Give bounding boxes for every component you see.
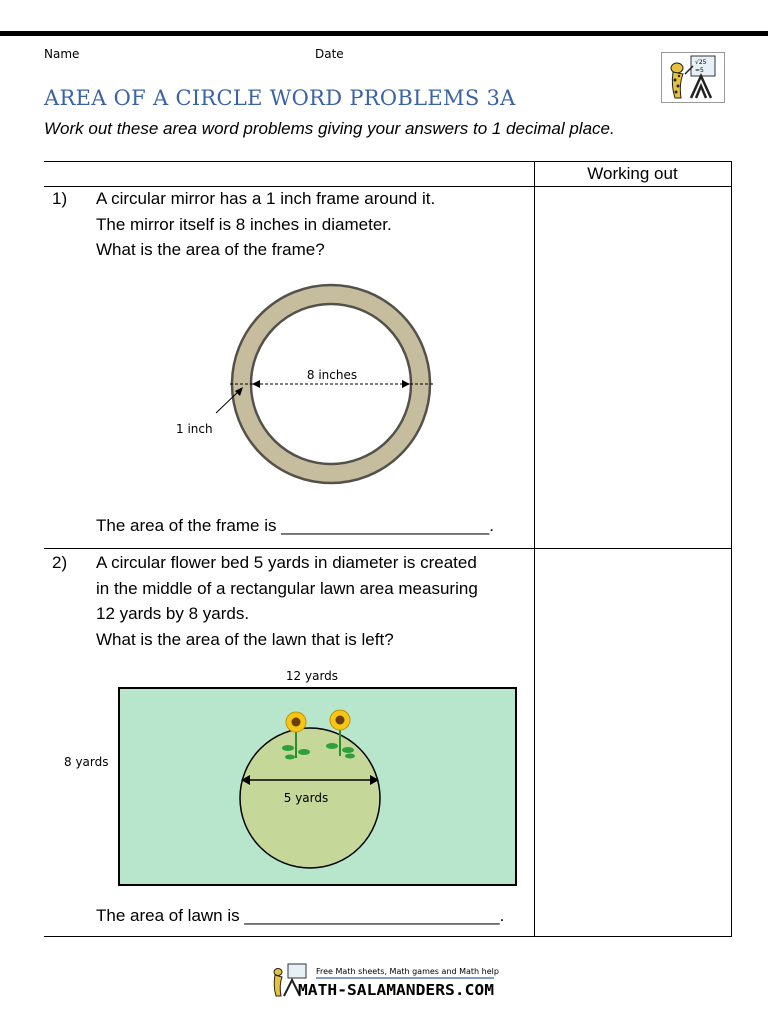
lawn-height-label: 8 yards — [64, 755, 109, 769]
working-out-header: Working out — [587, 164, 678, 183]
top-rule — [0, 31, 768, 36]
lawn-diagram — [50, 664, 530, 894]
question-2-answer — [96, 906, 504, 926]
question-1-number: 1) — [52, 189, 68, 208]
mirror-frame-diagram — [160, 270, 450, 510]
bed-diameter-label: 5 yards — [283, 791, 329, 805]
question-1-line-3: What is the area of the frame? — [96, 240, 325, 259]
question-2-line-1: A circular flower bed 5 yards in diameter is created — [96, 553, 477, 572]
question-1-line-2: The mirror itself is 8 inches in diameter. — [96, 214, 392, 234]
question-2-line-3: 12 yards by 8 yards. — [96, 604, 250, 623]
page-title: AREA OF A CIRCLE WORD PROBLEMS 3A — [44, 86, 516, 110]
question-1-line-1: A circular mirror has a 1 inch frame around it. — [96, 189, 436, 208]
column-divider — [534, 161, 535, 937]
table-bottom-rule — [44, 936, 732, 937]
question-2-line-4: What is the area of the lawn that is left? — [96, 629, 394, 649]
page-subtitle: Work out these area word problems giving your answers to 1 decimal place. — [44, 119, 615, 138]
svg-text:√25: √25 — [695, 59, 707, 66]
question-2-answer-blank[interactable]: ___________________________. — [244, 906, 505, 925]
question-1-answer — [96, 516, 494, 536]
table-right-rule — [731, 161, 732, 937]
question-2-answer-prefix: The area of lawn is — [96, 906, 245, 925]
date-label: Date — [315, 47, 344, 61]
question-2-number: 2) — [52, 553, 68, 572]
footer-tagline: Free Math sheets, Math games and Math help — [316, 967, 499, 976]
question-1-text — [96, 186, 435, 263]
question-2-text — [96, 550, 478, 652]
footer-site-name[interactable]: MATH-SALAMANDERS.COM — [298, 981, 494, 999]
footer-logo[interactable] — [270, 962, 500, 1006]
question-2-line-2: in the middle of a rectangular lawn area measuring — [96, 578, 478, 598]
diameter-label: 8 inches — [306, 368, 358, 382]
lawn-width-label: 12 yards — [285, 669, 339, 683]
name-label: Name — [44, 47, 80, 61]
question-1-answer-blank[interactable]: ______________________. — [281, 516, 494, 535]
row-divider — [44, 548, 732, 549]
svg-text:=5: =5 — [695, 67, 704, 74]
frame-width-label: 1 inch — [176, 422, 213, 436]
salamander-logo — [661, 52, 725, 103]
question-1-answer-prefix: The area of the frame is — [96, 516, 282, 535]
